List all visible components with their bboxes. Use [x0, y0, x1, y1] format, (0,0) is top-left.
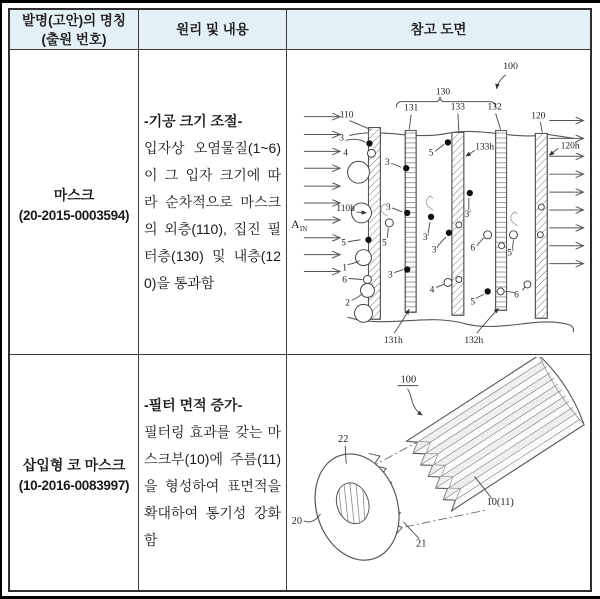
air-in-A: A — [290, 216, 300, 231]
row1-principle-title: -기공 크기 조절- — [144, 112, 243, 129]
flange-ring — [302, 442, 413, 570]
ref-120-label: 120 — [531, 111, 546, 122]
ref-131h-label: 131h — [383, 335, 403, 346]
particle-6-label: 6 — [470, 243, 476, 254]
particle-4-label: 4 — [429, 284, 435, 295]
row2-figure-cell — [287, 355, 590, 590]
patent-table — [8, 8, 592, 592]
row1-application-number: (20-2015-0003594) — [18, 207, 130, 223]
particle-3p-label: 3' — [431, 245, 439, 256]
ref-120h-label: 120h — [560, 140, 580, 151]
row2-principle-title: -필터 면적 증가- — [144, 396, 243, 413]
ref-133-label: 133 — [450, 102, 465, 113]
particle-3-label: 3 — [339, 132, 344, 143]
particle-3-label: 3 — [384, 157, 390, 168]
ref-133h-label: 133h — [475, 141, 495, 152]
particle-3-label: 3 — [387, 270, 393, 281]
particle-3p-label: 3' — [422, 232, 430, 243]
particle-4-label: 4 — [343, 147, 348, 158]
header-name-col — [10, 10, 139, 50]
ref-110-label: 110 — [339, 110, 354, 121]
ref-100-label: 100 — [503, 60, 518, 72]
ref-10-11-label: 10(11) — [486, 496, 514, 508]
ref-130-label: 130 — [435, 87, 451, 98]
ref-100-label: 100 — [400, 374, 417, 386]
row2-name-cell — [10, 355, 139, 590]
pleated-filter-cylinder — [406, 357, 589, 511]
particle-6-label: 6 — [342, 274, 347, 285]
particle-1-label: 1 — [342, 263, 347, 274]
particle-5p-label: 5' — [507, 248, 514, 259]
header-figure-label: 참고 도면 — [410, 22, 467, 37]
air-in-label — [291, 216, 307, 232]
particle-5-label: 5 — [341, 238, 346, 249]
ref-132-label: 132 — [487, 102, 502, 113]
particle-3p-label: 3' — [464, 209, 472, 220]
header-name-title: 발명(고안)의 명칭 — [21, 12, 127, 28]
ref-22-label: 22 — [338, 433, 349, 445]
row1-figure-cell — [287, 50, 590, 355]
particle-5-label: 5 — [470, 296, 476, 307]
header-figure-col — [287, 10, 590, 50]
ref-110h-label: 110h — [336, 203, 355, 214]
particle-3-label: 3 — [385, 202, 391, 213]
particle-6-label: 6 — [514, 289, 519, 300]
nose-mask-figure — [287, 357, 590, 589]
row1-invention-name: 마스크 — [53, 186, 95, 203]
ref-131-label: 131 — [404, 103, 419, 114]
header-principle-label: 원리 및 내용 — [176, 22, 249, 37]
particle-5-label: 5 — [381, 238, 387, 249]
air-in-sub: IN — [299, 224, 308, 233]
ref-132h-label: 132h — [464, 335, 484, 346]
row2-invention-name: 삽입형 코 마스크 — [22, 457, 126, 473]
header-principle-col — [139, 10, 287, 50]
particle-2-label: 2 — [345, 297, 350, 308]
row2-principle-body: 필터링 효과를 갖는 마스크부(10)에 주름(11)을 형성하여 표면적을 확대하여 통기성 강화함 — [144, 423, 281, 548]
row1-name-cell — [10, 50, 139, 355]
ref-21-label: 21 — [416, 538, 427, 550]
row1-principle-cell — [139, 50, 287, 355]
mask-cross-section-figure — [287, 51, 590, 354]
row2-application-number: (10-2016-0083997) — [18, 478, 130, 493]
inflow-arrows — [304, 116, 340, 271]
row2-principle-cell — [139, 355, 287, 590]
row1-principle-body: 입자상 오염물질(1~6)이 그 입자 크기에 따라 순차적으로 마스크의 외층(110), 집진 필터층(130) 및 내층(120)을 통과함 — [144, 139, 281, 291]
particle-5-label: 5 — [428, 147, 434, 158]
header-name-subtitle: (출원 번호) — [41, 31, 107, 47]
ref-20-label: 20 — [291, 515, 303, 527]
